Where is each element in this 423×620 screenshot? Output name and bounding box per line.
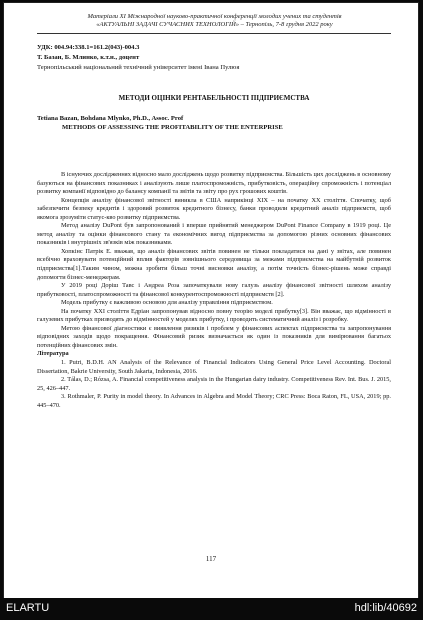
- header-divider: [37, 33, 391, 34]
- udk-code: УДК: 004.94:338.1=161.2(043)-004.3: [37, 44, 140, 51]
- conference-header: [37, 13, 392, 29]
- title-en: METHODS OF ASSESSING THE PROFITABILITY OF THE ENTERPRISE: [62, 124, 283, 131]
- authors-en: Tetiana Bazan, Bohdana Mlynko, Ph.D., Assoc. Prof: [37, 115, 184, 122]
- footer-left-label: ELARTU: [6, 602, 50, 614]
- footer-handle-link[interactable]: hdl:lib/40692: [354, 602, 417, 614]
- reference-item: 3. Rothmaler, P. Purity in model theory. In Advances in Algebra and Model Theory; CRC Press: Boca Raton, FL, USA, 2019; pp. 445–470.: [37, 393, 391, 409]
- header-line-2: «АКТУАЛЬНІ ЗАДАЧІ СУЧАСНИХ ТЕХНОЛОГІЙ» – Тернопіль, 7-8 грудня 2022 року: [96, 21, 333, 28]
- paragraph: У 2019 році Доріш Тавс і Андреа Роза започаткували нову галузь аналізу фінансової звітності шляхом аналізу прибутковості, платоспроможності та фінансової конкурентоспроможності підприємств [2].: [37, 282, 391, 298]
- title-uk: МЕТОДИ ОЦІНКИ РЕНТАБЕЛЬНОСТІ ПІДПРИЄМСТВА: [118, 94, 310, 102]
- document-page: [4, 3, 418, 598]
- paragraph: Метою фінансової діагностики є виявлення ризиків і проблем у фінансових аспектах підприємства та запропонування відповідних заходів щодо покращення. Фінансовий ризик визначається як один із показників для вимірювання багатьох потенційних фінансових змін.: [37, 324, 391, 349]
- paragraph: Хопкінс Патрік Е. вважав, що аналіз фінансових звітів повинен не тільки покладатися на дані у звітах, але повинен всебічно враховувати потенційний вплив факторів зовнішнього середовища за межами підприємства на майбутній розвиток підприємства[1].Таким чином, можна зробити більш точні висновки аналізу, а потім точність бізнес-рішень може справді допомогти бізнес-менеджерам.: [37, 247, 391, 281]
- reference-item: 2. Tálas, D.; Rózsa, A. Financial competitiveness analysis in the Hungarian dairy industry. Competitiveness Rev. Int. Bus. J. 2015, 25, 426–447.: [37, 376, 391, 392]
- paragraph: Концепція аналізу фінансової звітності виникла в США наприкінці XIX – на початку XX століття. Спочатку, щоб забезпечити безпеку кредитів і здоровий розвиток кредитного бізнесу, банки проводили кредитний аналіз підприємств, щоб якомога зрозуміти статус-кво розвитку підприємства.: [37, 196, 391, 221]
- header-line-1: Матеріали XI Міжнародної науково-практичної конференції молодих учених та студентів: [87, 13, 342, 20]
- page-number: 117: [205, 555, 217, 563]
- affiliation: Тернопільський національний технічний університет імені Івана Пулюя: [37, 64, 240, 71]
- paragraph: На початку XXI століття Едріан запропонував відносно повну теорію моделі прибутку[3]. Він вважає, що відмінності в галузевих прибутках призводять до відмінностей у моделях прибутку, і проводить систематичний аналіз і розробку.: [37, 307, 391, 324]
- paragraph: Метод аналізу DuPont був запропонований і вперше прийнятий менеджером DuPont Finance Company в 1919 році. Це метод аналізу та оцінки фінансового стану та економічних вигод підприємства за допомогою різних основних фінансових показників і внутрішніх зв'язків між показниками.: [37, 222, 391, 247]
- references-title: Література: [37, 350, 69, 358]
- reference-item: 1. Putri, B.D.H. AN Analysis of the Relevance of Financial Indicators Using General Price Level Accounting. Doctoral Dissertation, Bakrie University, South Jakarta, Indonesia, 2016.: [37, 359, 391, 375]
- article-body: [37, 171, 391, 410]
- paragraph: Модель прибутку є важливою основою для аналізу управління підприємством.: [61, 299, 273, 307]
- authors-uk: Т. Базан, Б. Млинко, к.т.н., доцент: [37, 54, 140, 61]
- paragraph: В існуючих дослідженнях відносно мало досліджень щодо розвитку підприємства. Більшість цих досліджень в основному базуються на фінансових показниках і аналізують лише платоспроможність, прибутковість, операційну спроможність і потенціал розвитку компанії відповідно до балансу компанії та звітів та звіту про рух грошових коштів.: [37, 171, 391, 196]
- repository-footer: [0, 598, 423, 620]
